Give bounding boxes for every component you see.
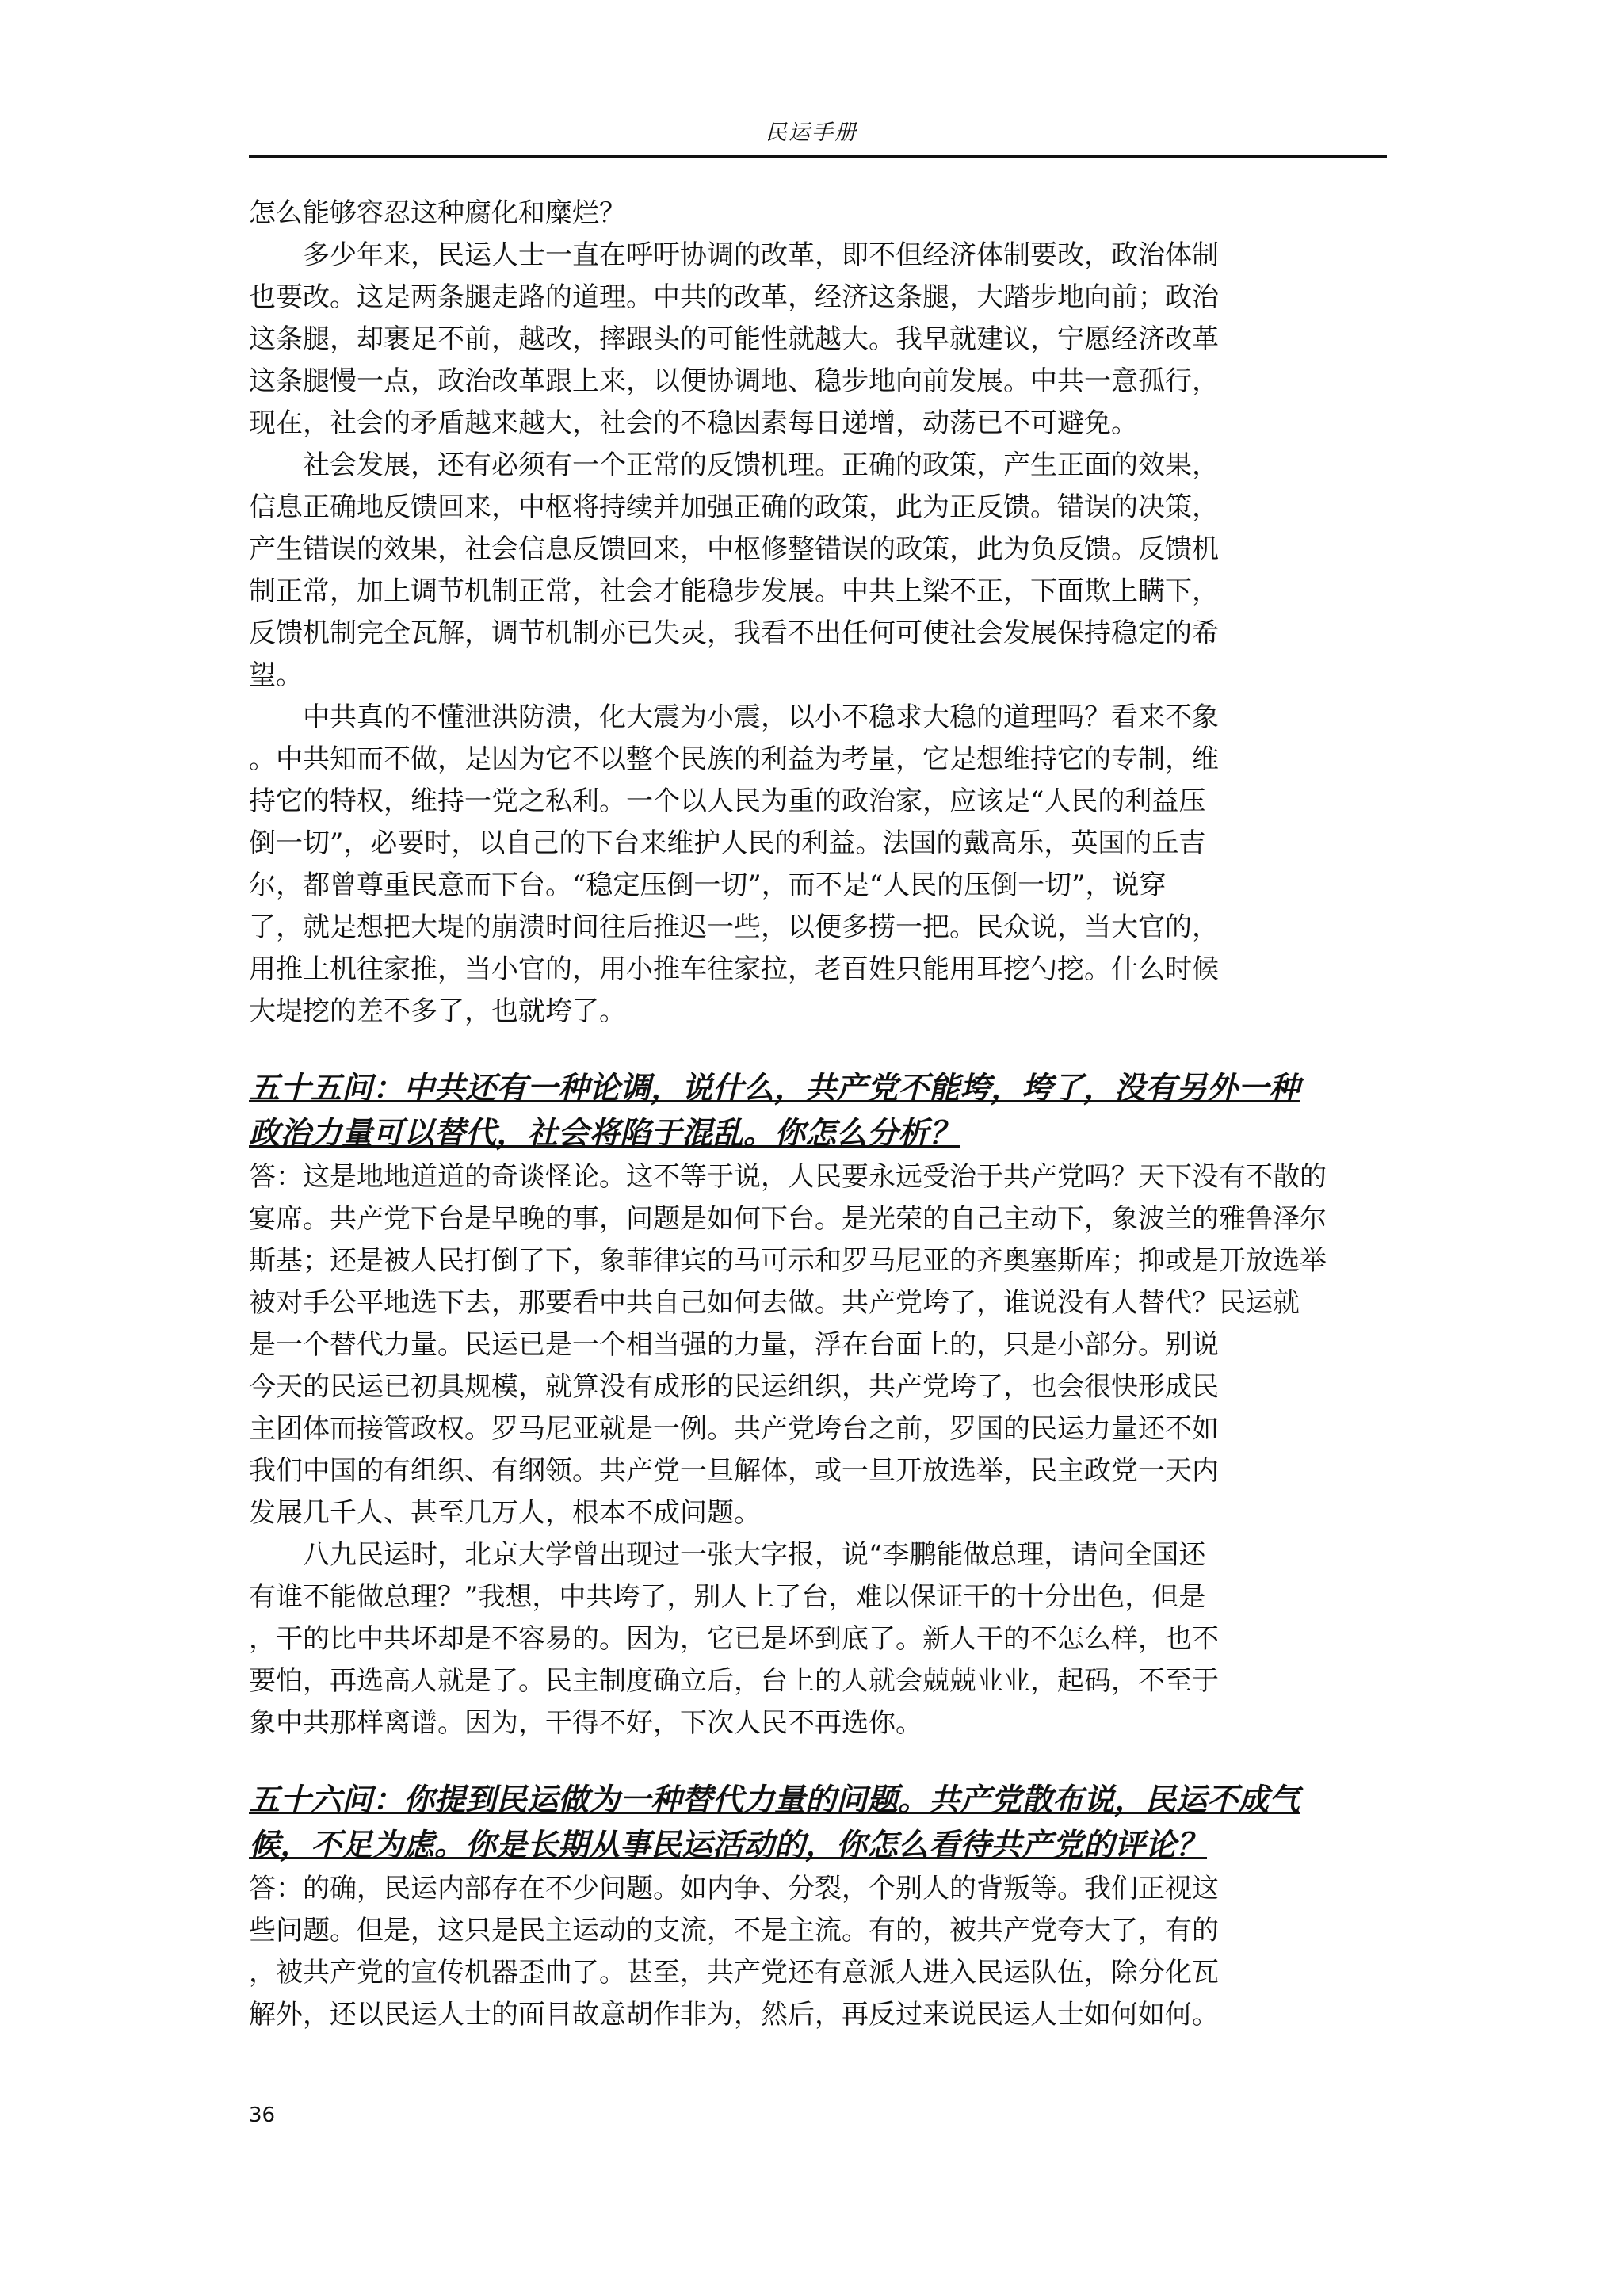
text-line: 制正常，加上调节机制正常，社会才能稳步发展。中共上梁不正，下面欺上瞒下， bbox=[249, 575, 1219, 607]
question-line: 五十五问：中共还有一种论调，说什么，共产党不能垮，垮了，没有另外一种 bbox=[249, 1070, 1300, 1106]
text-line: 社会发展，还有必须有一个正常的反馈机理。正确的政策，产生正面的效果， bbox=[303, 449, 1219, 481]
question-heading bbox=[249, 1066, 1387, 1156]
text-line: ，被共产党的宣传机器歪曲了。甚至，共产党还有意派人进入民运队伍，除分化瓦 bbox=[249, 1957, 1219, 1988]
text-line: 。中共知而不做，是因为它不以整个民族的利益为考量，它是想维持它的专制，维 bbox=[249, 743, 1219, 775]
page-number: 36 bbox=[249, 2103, 276, 2127]
text-line: 这条腿慢一点，政治改革跟上来，以便协调地、稳步地向前发展。中共一意孤行， bbox=[249, 365, 1219, 397]
section-gap bbox=[249, 1033, 1387, 1066]
text-line: 倒一切”，必要时，以自己的下台来维护人民的利益。法国的戴高乐，英国的丘吉 bbox=[249, 827, 1206, 859]
text-line: 尔，都曾尊重民意而下台。“稳定压倒一切”，而不是“人民的压倒一切”，说穿 bbox=[249, 869, 1167, 901]
question-heading bbox=[249, 1778, 1387, 1868]
paragraph bbox=[249, 1156, 1387, 1534]
text-line: 中共真的不懂泄洪防溃，化大震为小震，以小不稳求大稳的道理吗？看来不象 bbox=[303, 701, 1219, 733]
text-line: 些问题。但是，这只是民主运动的支流，不是主流。有的，被共产党夸大了，有的 bbox=[249, 1915, 1219, 1946]
text-line: 现在，社会的矛盾越来越大，社会的不稳因素每日递增，动荡已不可避免。 bbox=[249, 407, 1138, 439]
question-line: 五十六问：你提到民运做为一种替代力量的问题。共产党散布说，民运不成气 bbox=[249, 1782, 1300, 1818]
paragraph bbox=[249, 193, 1387, 235]
text-line: 也要改。这是两条腿走路的道理。中共的改革，经济这条腿，大踏步地向前；政治 bbox=[249, 281, 1219, 313]
question-line: 政治力量可以替代，社会将陷于混乱。你怎么分析？ bbox=[249, 1115, 960, 1152]
paragraph bbox=[249, 697, 1387, 1033]
text-line: 要怕，再选高人就是了。民主制度确立后，台上的人就会兢兢业业，起码，不至于 bbox=[249, 1665, 1219, 1697]
text-line: 被对手公平地选下去，那要看中共自己如何去做。共产党垮了，谁说没有人替代？民运就 bbox=[249, 1287, 1300, 1319]
text-line: 有谁不能做总理？”我想，中共垮了，别人上了台，难以保证干的十分出色，但是 bbox=[249, 1581, 1206, 1613]
text-line: 用推土机往家推，当小官的，用小推车往家拉，老百姓只能用耳挖勺挖。什么时候 bbox=[249, 953, 1219, 985]
text-line: 主团体而接管政权。罗马尼亚就是一例。共产党垮台之前，罗国的民运力量还不如 bbox=[249, 1413, 1219, 1445]
text-line: 望。 bbox=[249, 659, 303, 691]
header-rule bbox=[249, 155, 1387, 158]
text-line: ，干的比中共坏却是不容易的。因为，它已是坏到底了。新人干的不怎么样，也不 bbox=[249, 1623, 1219, 1655]
running-header-title: 民运手册 bbox=[766, 120, 857, 145]
text-line: 了，就是想把大堤的崩溃时间往后推迟一些，以便多捞一把。民众说，当大官的， bbox=[249, 911, 1219, 943]
section-gap bbox=[249, 1744, 1387, 1778]
text-line: 持它的特权，维持一党之私利。一个以人民为重的政治家，应该是“人民的利益压 bbox=[249, 785, 1206, 817]
text-line: 宴席。共产党下台是早晚的事，问题是如何下台。是光荣的自己主动下，象波兰的雅鲁泽尔 bbox=[249, 1203, 1327, 1235]
text-line: 信息正确地反馈回来，中枢将持续并加强正确的政策，此为正反馈。错误的决策， bbox=[249, 491, 1219, 523]
text-line: 我们中国的有组织、有纲领。共产党一旦解体，或一旦开放选举，民主政党一天内 bbox=[249, 1455, 1219, 1487]
text-line: 象中共那样离谱。因为，干得不好，下次人民不再选你。 bbox=[249, 1707, 922, 1739]
text-line: 答：的确，民运内部存在不少问题。如内争、分裂，个别人的背叛等。我们正视这 bbox=[249, 1873, 1219, 1904]
paragraph bbox=[249, 235, 1387, 445]
text-line: 八九民运时，北京大学曾出现过一张大字报，说“李鹏能做总理，请问全国还 bbox=[303, 1539, 1206, 1571]
text-line: 这条腿，却裹足不前，越改，摔跟头的可能性就越大。我早就建议，宁愿经济改革 bbox=[249, 323, 1219, 355]
text-line: 解外，还以民运人士的面目故意胡作非为，然后，再反过来说民运人士如何如何。 bbox=[249, 1999, 1219, 2030]
text-line: 发展几千人、甚至几万人，根本不成问题。 bbox=[249, 1497, 761, 1529]
text-line: 多少年来，民运人士一直在呼吁协调的改革，即不但经济体制要改，政治体制 bbox=[303, 239, 1219, 271]
page-body bbox=[249, 193, 1387, 2036]
text-line: 怎么能够容忍这种腐化和糜烂？ bbox=[249, 197, 626, 229]
question-line: 候，不足为虑。你是长期从事民运活动的，你怎么看待共产党的评论？ bbox=[249, 1827, 1208, 1863]
text-line: 大堤挖的差不多了，也就垮了。 bbox=[249, 995, 626, 1027]
paragraph bbox=[249, 1534, 1387, 1744]
text-line: 产生错误的效果，社会信息反馈回来，中枢修整错误的政策，此为负反馈。反馈机 bbox=[249, 533, 1219, 565]
paragraph bbox=[249, 1868, 1387, 2036]
text-line: 今天的民运已初具规模，就算没有成形的民运组织，共产党垮了，也会很快形成民 bbox=[249, 1371, 1219, 1403]
text-line: 斯基；还是被人民打倒了下，象菲律宾的马可示和罗马尼亚的齐奥塞斯库；抑或是开放选举 bbox=[249, 1245, 1327, 1277]
paragraph bbox=[249, 445, 1387, 697]
text-line: 答：这是地地道道的奇谈怪论。这不等于说，人民要永远受治于共产党吗？天下没有不散的 bbox=[249, 1161, 1327, 1193]
text-line: 是一个替代力量。民运已是一个相当强的力量，浮在台面上的，只是小部分。别说 bbox=[249, 1329, 1219, 1361]
text-line: 反馈机制完全瓦解，调节机制亦已失灵，我看不出任何可使社会发展保持稳定的希 bbox=[249, 617, 1219, 649]
